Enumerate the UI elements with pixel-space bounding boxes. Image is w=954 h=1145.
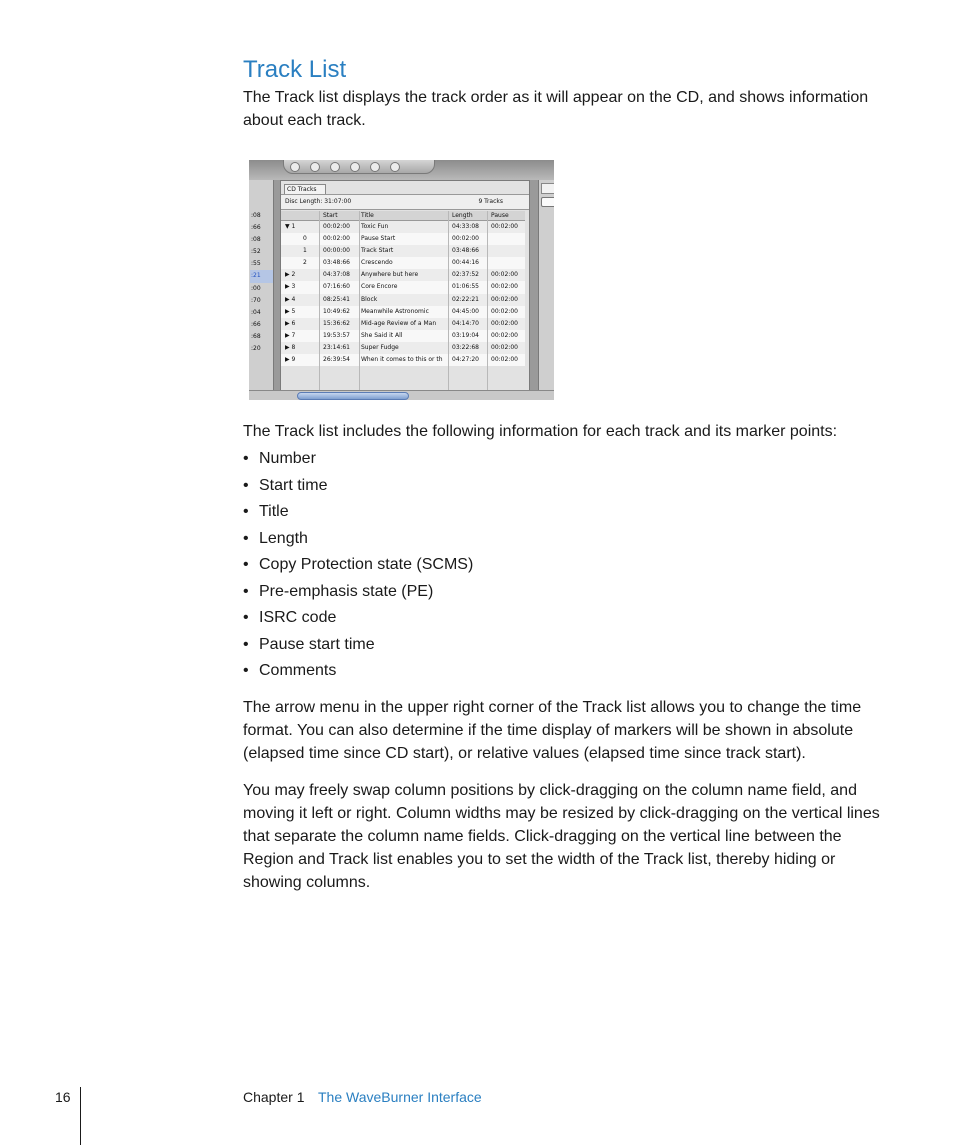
bullet-dot: •: [243, 582, 249, 600]
cell-length: 02:22:21: [452, 295, 479, 303]
cell-start: 19:53:57: [323, 331, 350, 339]
cell-start: 15:36:62: [323, 319, 350, 327]
table-row[interactable]: [281, 221, 525, 233]
bullet-text: Pause start time: [259, 635, 375, 653]
toolbar-icon: [350, 162, 360, 172]
swap-columns-paragraph: You may freely swap column positions by click-dragging on the column name field, and moving it left or right. Column widths may be resized by click-dragging on the vertical lines that separate the column name fields. Click-dragging on the vertical line between the Region and Track list enables you to set the width of the Track list, thereby hiding or showing columns.: [243, 782, 880, 891]
bullet-text: Title: [259, 503, 289, 520]
cell-pause: 00:02:00: [491, 283, 518, 291]
region-value: :66: [251, 224, 261, 232]
cell-start: 07:16:60: [323, 283, 350, 291]
cell-pause: 00:02:00: [491, 271, 518, 279]
cell-num: 2: [303, 259, 307, 267]
bullet-dot: •: [243, 529, 249, 547]
disc-length: Disc Length: 31:07:00: [285, 198, 352, 205]
cell-num: ▶ 7: [285, 331, 296, 339]
table-row[interactable]: [281, 306, 525, 318]
region-value: :68: [251, 332, 261, 340]
toolbar-icon: [370, 162, 380, 172]
cell-title: She Said it All: [361, 331, 403, 339]
cell-num: ▶ 3: [285, 283, 296, 291]
region-button: [541, 197, 554, 207]
cell-length: 04:14:70: [452, 319, 479, 327]
table-row[interactable]: [281, 281, 525, 293]
cell-start: 03:48:66: [323, 259, 350, 267]
cell-start: 00:02:00: [323, 223, 350, 230]
cell-title: Crescendo: [361, 259, 393, 267]
table-row[interactable]: [281, 294, 525, 306]
region-value: :20: [251, 345, 261, 353]
table-row[interactable]: [281, 330, 525, 342]
cell-start: 00:00:00: [323, 247, 350, 255]
cell-title: Block: [361, 295, 378, 303]
cell-length: 04:45:00: [452, 307, 479, 315]
track-table: [281, 211, 525, 366]
bullet-item: [243, 606, 473, 633]
info-bullet-list: [243, 447, 473, 686]
cell-pause: 00:02:00: [491, 295, 518, 303]
cell-num: ▶ 9: [285, 356, 296, 364]
region-value: :70: [251, 296, 261, 304]
cell-title: When it comes to this or th: [361, 356, 443, 364]
column-divider: [359, 211, 360, 400]
tab-cd-tracks: CD Tracks: [284, 184, 326, 194]
cell-start: 23:14:61: [323, 343, 350, 351]
bullet-dot: •: [243, 635, 249, 653]
region-value: :55: [251, 260, 261, 268]
bullet-item: [243, 633, 473, 660]
bullet-item: [243, 553, 473, 580]
cell-num: ▶ 6: [285, 319, 296, 327]
region-value: :08: [251, 236, 261, 244]
cell-length: 00:02:00: [452, 235, 479, 243]
bullet-text: Length: [259, 529, 308, 547]
intro-paragraph: The Track list displays the track order as it will appear on the CD, and shows information about each track.: [243, 89, 869, 129]
cell-length: 01:06:55: [452, 283, 479, 291]
bullet-item: [243, 659, 473, 686]
cell-pause: 00:02:00: [491, 356, 518, 364]
region-value: :08: [251, 212, 261, 219]
bullet-text: Copy Protection state (SCMS): [259, 556, 474, 573]
region-value: :04: [251, 308, 261, 316]
table-row[interactable]: [281, 233, 525, 245]
column-header-title: Title: [361, 212, 374, 219]
track-list-panel: [280, 180, 530, 400]
chapter-label: Chapter 1: [243, 1089, 305, 1105]
cell-title: Track Start: [361, 247, 394, 255]
cell-start: 26:39:54: [323, 356, 350, 364]
bullet-text: Number: [259, 450, 316, 467]
toolbar-icon: [390, 162, 400, 172]
bullet-text: Pre-emphasis state (PE): [259, 582, 434, 600]
bullet-item: [243, 474, 473, 501]
toolbar-icon: [290, 162, 300, 172]
column-header-length: Length: [452, 212, 473, 219]
cell-title: Core Encore: [361, 283, 398, 291]
cell-num: ▶ 8: [285, 343, 296, 351]
region-list-column: [249, 180, 274, 400]
region-value: :21: [250, 270, 273, 282]
cell-pause: 00:02:00: [491, 331, 518, 339]
cell-length: 00:44:16: [452, 259, 479, 267]
bullet-item: [243, 500, 473, 527]
bullet-dot: •: [243, 609, 249, 626]
cell-num: ▶ 4: [285, 295, 296, 303]
column-divider: [448, 211, 449, 400]
table-row[interactable]: [281, 245, 525, 257]
table-row[interactable]: [281, 257, 525, 269]
cell-title: Toxic Fun: [361, 223, 389, 230]
horizontal-scrollbar: [249, 390, 554, 400]
region-value: :66: [251, 320, 261, 328]
cell-start: 10:49:62: [323, 307, 350, 315]
table-header: [281, 211, 525, 221]
bullet-text: Start time: [259, 476, 328, 494]
cell-num: ▼ 1: [285, 223, 296, 230]
cell-title: Mid-age Review of a Man: [361, 319, 437, 327]
bullet-dot: •: [243, 503, 249, 520]
cell-title: Super Fudge: [361, 343, 399, 351]
table-row[interactable]: [281, 354, 525, 366]
arrow-menu-paragraph: The arrow menu in the upper right corner of the Track list allows you to change the time format. You can also determine if the time display of markers will be shown in absolute (elapsed time since CD start), or relative values (elapsed time since track start).: [243, 699, 862, 762]
region-panel: [538, 180, 554, 400]
chapter-title[interactable]: The WaveBurner Interface: [318, 1089, 482, 1105]
bullet-item: [243, 447, 473, 474]
bullet-dot: •: [243, 476, 249, 494]
cell-length: 03:48:66: [452, 247, 479, 255]
toolbar: [249, 160, 554, 180]
region-tab: [541, 183, 554, 194]
cell-num: 0: [303, 235, 307, 243]
scrollbar-thumb: [297, 392, 409, 400]
track-count: 9 Tracks: [478, 198, 503, 205]
bullet-text: Comments: [259, 662, 337, 679]
cell-start: 04:37:08: [323, 271, 350, 279]
column-divider: [487, 211, 488, 400]
footer-rule: [80, 1087, 81, 1145]
cell-num: ▶ 5: [285, 307, 296, 315]
list-intro: The Track list includes the following information for each track and its marker points:: [243, 423, 838, 440]
cell-length: 02:37:52: [452, 271, 479, 279]
track-list-info: [281, 194, 529, 210]
table-row[interactable]: [281, 269, 525, 281]
column-header-start: Start: [323, 212, 338, 219]
cell-pause: 00:02:00: [491, 343, 518, 351]
table-row[interactable]: [281, 318, 525, 330]
region-value: :00: [251, 284, 261, 292]
toolbar-icon: [330, 162, 340, 172]
bullet-item: [243, 580, 473, 607]
column-divider: [319, 211, 320, 400]
cell-pause: 00:02:00: [491, 307, 518, 315]
bullet-dot: •: [243, 662, 249, 679]
cell-start: 00:02:00: [323, 235, 350, 243]
cell-length: 03:19:04: [452, 331, 479, 339]
table-row[interactable]: [281, 342, 525, 354]
bullet-dot: •: [243, 450, 249, 467]
cell-title: Anywhere but here: [361, 271, 419, 279]
toolbar-pill: [283, 160, 435, 174]
cell-length: 04:33:08: [452, 223, 479, 230]
cell-length: 04:27:20: [452, 356, 479, 364]
region-value: :52: [251, 248, 261, 256]
cell-length: 03:22:68: [452, 343, 479, 351]
track-list-screenshot: [249, 160, 554, 400]
bullet-dot: •: [243, 556, 249, 573]
cell-num: 1: [303, 247, 307, 255]
cell-num: ▶ 2: [285, 271, 296, 279]
section-heading: Track List: [243, 56, 347, 83]
cell-pause: 00:02:00: [491, 319, 518, 327]
cell-title: Meanwhile Astronomic: [361, 307, 429, 315]
bullet-text: ISRC code: [259, 609, 337, 626]
cell-start: 08:25:41: [323, 295, 350, 303]
cell-title: Pause Start: [361, 235, 396, 243]
page-number: 16: [55, 1089, 71, 1105]
bullet-item: [243, 527, 473, 554]
cell-pause: 00:02:00: [491, 223, 518, 230]
toolbar-icon: [310, 162, 320, 172]
column-header-pause: Pause: [491, 212, 509, 219]
